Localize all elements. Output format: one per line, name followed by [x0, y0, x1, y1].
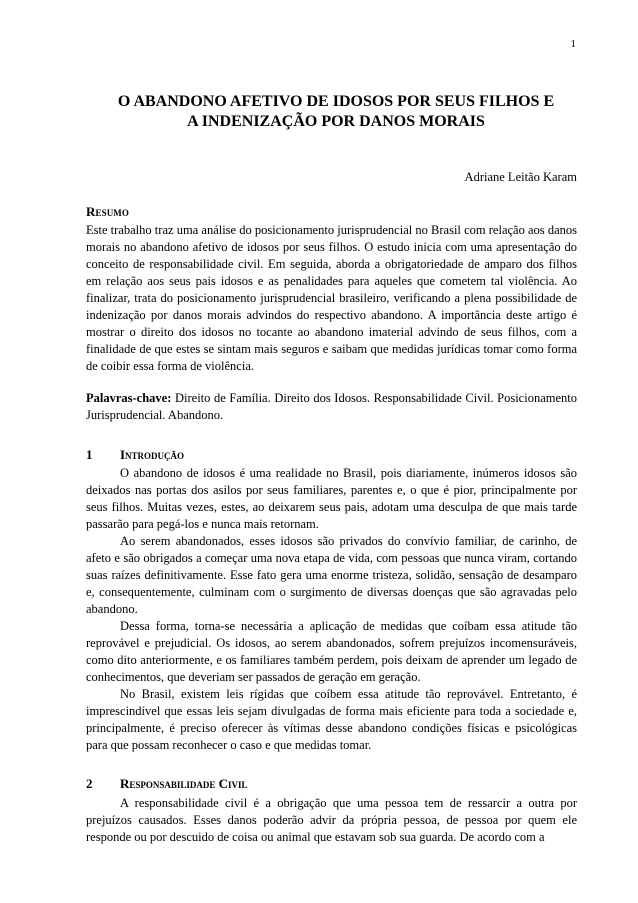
section-1-number: 1	[86, 447, 93, 462]
author-name: Adriane Leitão Karam	[464, 170, 577, 184]
section-2-number: 2	[86, 776, 93, 791]
title-line-1: O ABANDONO AFETIVO DE IDOSOS POR SEUS FILHOS E	[117, 93, 555, 110]
keywords	[86, 390, 577, 424]
section-1-body	[86, 465, 577, 754]
title-line-2: A INDENIZAÇÃO POR DANOS MORAIS	[187, 113, 485, 130]
abstract-heading: Resumo	[86, 204, 129, 219]
keywords-paragraph	[86, 390, 577, 424]
keywords-label: Palavras-chave:	[86, 391, 172, 405]
section-1-paragraph-1: O abandono de idosos é uma realidade no Brasil, pois diariamente, inúmeros idosos são deixados nas portas dos asilos por seus familiares, parentes e, o que é pior, principalmente por seus filhos. Muitas vezes, estes, ao deixarem seus pais, adotam uma desculpa de que mais tarde passarão para pegá-los e nunca mais retornam.	[86, 466, 577, 531]
keywords-text: Direito de Família. Direito dos Idosos. Responsabilidade Civil. Posicionamento Jurisprudencial. Abandono.	[86, 391, 577, 422]
abstract-paragraph: Este trabalho traz uma análise do posicionamento jurisprudencial no Brasil com relação aos danos morais no abandono afetivo de idosos por seus filhos. O estudo inicia com uma apresentação do conceito de responsabilidade civil. Em seguida, aborda a obrigatoriedade de amparo dos filhos em relação aos seus pais idosos e as penalidades para aqueles que cometem tal violência. Ao finalizar, trata do posicionamento jurisprudencial brasileiro, verificando a plena possibilidade de indenização por danos morais advindos do respectivo abandono. A importância deste artigo é mostrar o direito dos idosos no tocante ao abandono imaterial advindo de seus filhos, com a finalidade de que estes se sintam mais seguros e saibam que medidas jurídicas tomar como forma de coibir essa forma de violência.	[86, 223, 577, 373]
section-1-title: Introdução	[120, 447, 185, 462]
section-2-paragraph-1: A responsabilidade civil é a obrigação que uma pessoa tem de ressarcir a outra por prejuízos causados. Esses danos poderão advir da própria pessoa, de pessoa por quem ele responde ou por descuido de coisa ou animal que estavam sob sua guarda. De acordo com a	[86, 796, 577, 844]
section-2-body	[86, 795, 577, 846]
paper-title	[86, 92, 586, 132]
section-1-paragraph-2: Ao serem abandonados, esses idosos são privados do convívio familiar, de carinho, de afeto e são obrigados a começar uma nova etapa de vida, com pessoas que nunca viram, cortando suas raízes definitivamente. Esse fato gera uma enorme tristeza, solidão, sensação de desamparo e, consequentemente, culminam com o surgimento de diversas doenças que são agravadas pelo abandono.	[86, 534, 577, 616]
section-1-paragraph-3: Dessa forma, torna-se necessária a aplicação de medidas que coíbam essa atitude tão reprovável e prejudicial. Os idosos, ao serem abandonados, sofrem prejuízos incomensuráveis, como dito anteriormente, e os familiares também perdem, pois deixam de aprender um legado de conhecimentos, que deveriam ser passados de geração em geração.	[86, 619, 577, 684]
page-number: 1	[570, 38, 576, 50]
abstract-body	[86, 222, 577, 375]
section-1-paragraph-4: No Brasil, existem leis rígidas que coíbem essa atitude tão reprovável. Entretanto, é imprescindível que essas leis sejam divulgadas de forma mais eficiente para toda a sociedade e, principalmente, é preciso oferecer às vítimas desse abandono condições físicas e psicológicas para que possam reconhecer o caso e que medidas tomar.	[86, 687, 577, 752]
section-2-title: Responsabilidade Civil	[120, 776, 248, 791]
